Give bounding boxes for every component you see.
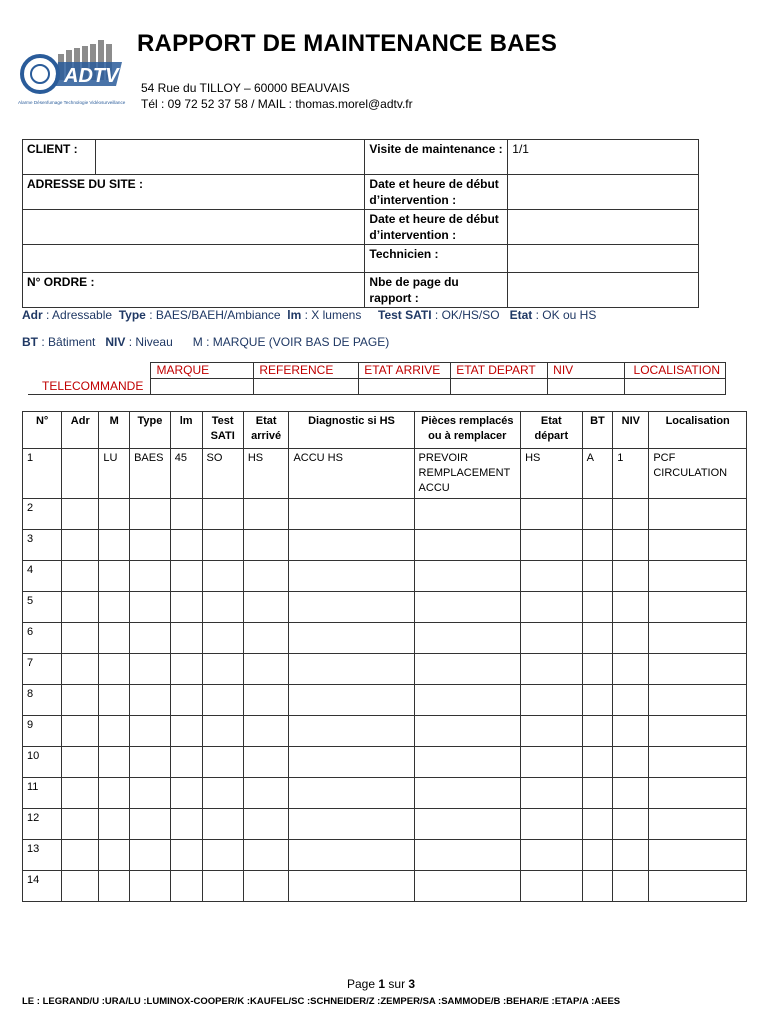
- visit-value: 1/1: [508, 140, 699, 175]
- table-cell: [649, 685, 747, 716]
- table-cell: 1: [613, 449, 649, 499]
- table-cell: [289, 623, 414, 654]
- visit-label: Visite de maintenance :: [365, 140, 508, 175]
- table-cell: [521, 623, 582, 654]
- table-cell: [99, 685, 130, 716]
- table-cell: [582, 840, 613, 871]
- table-cell: [649, 871, 747, 902]
- table-row: [23, 592, 747, 623]
- table-cell: [289, 871, 414, 902]
- legend-line-2: BT : Bâtiment NIV : Niveau M : MARQUE (VOIR BAS DE PAGE): [22, 335, 390, 349]
- table-cell: [202, 592, 243, 623]
- table-cell: [99, 871, 130, 902]
- table-cell: [130, 840, 171, 871]
- remote-header-reference: REFERENCE: [254, 363, 359, 379]
- table-cell: [130, 561, 171, 592]
- remote-header-etat-arrive: ETAT ARRIVE: [359, 363, 451, 379]
- table-cell: HS: [243, 449, 289, 499]
- table-cell: 45: [170, 449, 202, 499]
- table-cell: [243, 809, 289, 840]
- table-cell: [243, 530, 289, 561]
- start1-value: [508, 175, 699, 210]
- col-type: Type: [130, 412, 171, 449]
- table-cell: [582, 747, 613, 778]
- table-cell: [99, 499, 130, 530]
- table-cell: [243, 685, 289, 716]
- table-cell: [130, 778, 171, 809]
- table-cell: [99, 561, 130, 592]
- table-cell: [521, 871, 582, 902]
- table-cell: [62, 592, 99, 623]
- table-row: [23, 654, 747, 685]
- page-title: RAPPORT DE MAINTENANCE BAES: [137, 30, 558, 57]
- table-cell: [613, 840, 649, 871]
- table-cell: [170, 561, 202, 592]
- start2-value: [508, 210, 699, 245]
- table-cell: [649, 778, 747, 809]
- tech-label: Technicien :: [365, 245, 508, 273]
- table-cell: [582, 778, 613, 809]
- table-cell: [62, 809, 99, 840]
- table-cell: [243, 840, 289, 871]
- table-cell: 10: [23, 747, 62, 778]
- col-niv: NIV: [613, 412, 649, 449]
- table-cell: [613, 871, 649, 902]
- remote-cell: [151, 379, 254, 395]
- table-cell: [170, 716, 202, 747]
- table-cell: [130, 654, 171, 685]
- table-row: [23, 778, 747, 809]
- table-cell: [582, 654, 613, 685]
- table-cell: 1: [23, 449, 62, 499]
- table-cell: [62, 530, 99, 561]
- table-cell: [582, 499, 613, 530]
- table-cell: [243, 871, 289, 902]
- table-row: [23, 449, 747, 499]
- remote-cell: [254, 379, 359, 395]
- table-cell: [243, 747, 289, 778]
- col-test-sati: Test SATI: [202, 412, 243, 449]
- table-cell: [62, 716, 99, 747]
- table-cell: [613, 530, 649, 561]
- table-cell: [62, 778, 99, 809]
- table-cell: [613, 716, 649, 747]
- table-cell: [202, 840, 243, 871]
- table-cell: [170, 871, 202, 902]
- table-cell: [99, 747, 130, 778]
- table-cell: [414, 778, 521, 809]
- table-cell: [582, 530, 613, 561]
- table-cell: [649, 561, 747, 592]
- order-label: N° ORDRE :: [23, 273, 365, 308]
- table-cell: [289, 809, 414, 840]
- maintenance-header-row: [23, 412, 747, 449]
- table-cell: [202, 778, 243, 809]
- table-cell: 6: [23, 623, 62, 654]
- remote-cell: [359, 379, 451, 395]
- site-line-3: [23, 245, 365, 273]
- col-pieces: Pièces remplacés ou à remplacer: [414, 412, 521, 449]
- table-cell: [289, 716, 414, 747]
- start2-label: Date et heure de début d’intervention :: [365, 210, 508, 245]
- table-cell: [613, 499, 649, 530]
- maintenance-table: [22, 411, 747, 902]
- col-num: N°: [23, 412, 62, 449]
- table-cell: [243, 561, 289, 592]
- table-cell: [130, 685, 171, 716]
- table-cell: [649, 499, 747, 530]
- table-cell: [289, 530, 414, 561]
- table-cell: [170, 592, 202, 623]
- table-cell: [243, 623, 289, 654]
- table-cell: [289, 561, 414, 592]
- table-cell: SO: [202, 449, 243, 499]
- table-cell: [202, 685, 243, 716]
- table-cell: [613, 809, 649, 840]
- table-cell: [521, 592, 582, 623]
- table-cell: [289, 685, 414, 716]
- table-cell: [289, 592, 414, 623]
- svg-text:Alarme Désenfumage Technologie: Alarme Désenfumage Technologie Vidéosurveillance: [18, 100, 126, 105]
- remote-header-niv: NIV: [548, 363, 625, 379]
- table-cell: [130, 623, 171, 654]
- table-cell: 3: [23, 530, 62, 561]
- table-cell: [202, 809, 243, 840]
- table-cell: [414, 654, 521, 685]
- table-row: [23, 499, 747, 530]
- table-cell: [62, 623, 99, 654]
- table-cell: LU: [99, 449, 130, 499]
- table-cell: A: [582, 449, 613, 499]
- table-cell: [243, 499, 289, 530]
- client-value: [95, 140, 364, 175]
- table-row: [23, 561, 747, 592]
- table-cell: [414, 871, 521, 902]
- table-cell: [170, 623, 202, 654]
- tech-value: [508, 245, 699, 273]
- table-cell: [289, 654, 414, 685]
- table-cell: 12: [23, 809, 62, 840]
- table-cell: [414, 716, 521, 747]
- table-cell: 11: [23, 778, 62, 809]
- table-cell: [521, 685, 582, 716]
- table-cell: [582, 623, 613, 654]
- table-row: [23, 685, 747, 716]
- table-cell: [170, 747, 202, 778]
- table-cell: [414, 592, 521, 623]
- info-table: [22, 139, 699, 308]
- table-cell: [99, 716, 130, 747]
- table-cell: [521, 778, 582, 809]
- table-cell: [99, 623, 130, 654]
- table-cell: [289, 499, 414, 530]
- table-cell: [202, 561, 243, 592]
- table-cell: [613, 778, 649, 809]
- table-cell: [582, 561, 613, 592]
- table-cell: [62, 561, 99, 592]
- table-cell: [202, 623, 243, 654]
- table-cell: [613, 561, 649, 592]
- table-cell: [202, 716, 243, 747]
- table-row: [23, 809, 747, 840]
- table-row: [23, 530, 747, 561]
- table-cell: [582, 716, 613, 747]
- legend-line-1: Adr : Adressable Type : BAES/BAEH/Ambiance lm : X lumens Test SATI : OK/HS/SO Etat : OK ou HS: [22, 308, 597, 322]
- page-number: Page 1 sur 3: [347, 977, 416, 991]
- table-cell: PCF CIRCULATION: [649, 449, 747, 499]
- table-cell: [62, 840, 99, 871]
- table-cell: [130, 871, 171, 902]
- table-cell: [99, 654, 130, 685]
- col-etat-arrive: Etat arrivé: [243, 412, 289, 449]
- table-cell: [289, 840, 414, 871]
- table-cell: 4: [23, 561, 62, 592]
- table-cell: [582, 685, 613, 716]
- table-cell: [521, 716, 582, 747]
- pages-value: [508, 273, 699, 308]
- table-cell: [521, 530, 582, 561]
- table-cell: [613, 685, 649, 716]
- table-cell: [170, 840, 202, 871]
- table-cell: [202, 871, 243, 902]
- table-cell: [202, 499, 243, 530]
- table-cell: [649, 654, 747, 685]
- table-cell: [62, 449, 99, 499]
- table-row: [23, 747, 747, 778]
- table-cell: [99, 778, 130, 809]
- table-cell: [582, 592, 613, 623]
- table-cell: [99, 809, 130, 840]
- svg-text:ADTV: ADTV: [64, 65, 119, 87]
- table-cell: [62, 499, 99, 530]
- table-cell: [649, 747, 747, 778]
- table-cell: [414, 747, 521, 778]
- table-cell: [130, 809, 171, 840]
- table-cell: [170, 530, 202, 561]
- table-cell: [613, 654, 649, 685]
- table-cell: [99, 840, 130, 871]
- table-cell: [62, 654, 99, 685]
- table-cell: PREVOIR REMPLACEMENT ACCU: [414, 449, 521, 499]
- remote-header-etat-depart: ETAT DEPART: [451, 363, 548, 379]
- col-lm: lm: [170, 412, 202, 449]
- table-cell: [414, 499, 521, 530]
- table-cell: [130, 499, 171, 530]
- table-cell: [170, 654, 202, 685]
- site-line-2: [23, 210, 365, 245]
- table-cell: [130, 592, 171, 623]
- remote-header-localisation: LOCALISATION: [624, 363, 725, 379]
- table-cell: [649, 592, 747, 623]
- table-cell: [62, 747, 99, 778]
- remote-cell: [451, 379, 548, 395]
- table-cell: [649, 840, 747, 871]
- table-cell: 9: [23, 716, 62, 747]
- table-cell: [414, 561, 521, 592]
- table-cell: [414, 530, 521, 561]
- pages-label: Nbe de page du rapport :: [365, 273, 508, 308]
- table-row: [23, 716, 747, 747]
- table-cell: [130, 747, 171, 778]
- table-cell: [613, 747, 649, 778]
- table-cell: [202, 530, 243, 561]
- start1-label: Date et heure de début d’intervention :: [365, 175, 508, 210]
- table-cell: [243, 778, 289, 809]
- table-cell: 5: [23, 592, 62, 623]
- col-etat-depart: Etat départ: [521, 412, 582, 449]
- table-cell: [649, 530, 747, 561]
- table-cell: [202, 747, 243, 778]
- table-cell: ACCU HS: [289, 449, 414, 499]
- table-cell: [649, 716, 747, 747]
- client-label: CLIENT :: [23, 140, 96, 175]
- site-label: ADRESSE DU SITE :: [23, 175, 365, 210]
- table-cell: [582, 871, 613, 902]
- table-row: [23, 871, 747, 902]
- table-cell: [521, 840, 582, 871]
- table-cell: HS: [521, 449, 582, 499]
- table-cell: [521, 654, 582, 685]
- table-cell: [243, 654, 289, 685]
- remote-label: TELECOMMANDE: [28, 379, 151, 395]
- table-cell: [649, 623, 747, 654]
- table-cell: [202, 654, 243, 685]
- remote-header-marque: MARQUE: [151, 363, 254, 379]
- table-cell: [582, 809, 613, 840]
- table-cell: 2: [23, 499, 62, 530]
- table-cell: BAES: [130, 449, 171, 499]
- col-m: M: [99, 412, 130, 449]
- table-cell: [521, 809, 582, 840]
- table-cell: [170, 685, 202, 716]
- table-cell: 14: [23, 871, 62, 902]
- company-contact: Tél : 09 72 52 37 58 / MAIL : thomas.morel@adtv.fr: [141, 97, 413, 111]
- table-cell: [243, 592, 289, 623]
- table-cell: [62, 685, 99, 716]
- remote-cell: [548, 379, 625, 395]
- table-cell: [130, 716, 171, 747]
- col-adr: Adr: [62, 412, 99, 449]
- table-cell: [170, 809, 202, 840]
- table-cell: [521, 499, 582, 530]
- table-cell: [243, 716, 289, 747]
- table-cell: [414, 623, 521, 654]
- col-bt: BT: [582, 412, 613, 449]
- table-cell: [289, 778, 414, 809]
- table-cell: [62, 871, 99, 902]
- table-cell: [130, 530, 171, 561]
- company-address: 54 Rue du TILLOY – 60000 BEAUVAIS: [141, 81, 350, 95]
- col-diagnostic: Diagnostic si HS: [289, 412, 414, 449]
- table-cell: [649, 809, 747, 840]
- table-row: [23, 840, 747, 871]
- table-cell: [521, 747, 582, 778]
- table-cell: 13: [23, 840, 62, 871]
- table-cell: [414, 809, 521, 840]
- remote-table: [28, 362, 726, 395]
- table-cell: [521, 561, 582, 592]
- table-cell: [613, 592, 649, 623]
- table-cell: 8: [23, 685, 62, 716]
- brand-legend: LE : LEGRAND/U :URA/LU :LUMINOX-COOPER/K :KAUFEL/SC :SCHNEIDER/Z :ZEMPER/SA :SAMMODE/B :BEHAR/E :ETAP/A :AEES: [22, 996, 621, 1007]
- remote-spacer: [28, 363, 151, 379]
- table-cell: [414, 685, 521, 716]
- company-logo: [18, 40, 126, 108]
- table-cell: [99, 592, 130, 623]
- table-cell: [170, 778, 202, 809]
- remote-cell: [624, 379, 725, 395]
- table-row: [23, 623, 747, 654]
- table-cell: [99, 530, 130, 561]
- table-cell: [170, 499, 202, 530]
- table-cell: 7: [23, 654, 62, 685]
- table-cell: [289, 747, 414, 778]
- col-localisation: Localisation: [649, 412, 747, 449]
- table-cell: [414, 840, 521, 871]
- table-cell: [613, 623, 649, 654]
